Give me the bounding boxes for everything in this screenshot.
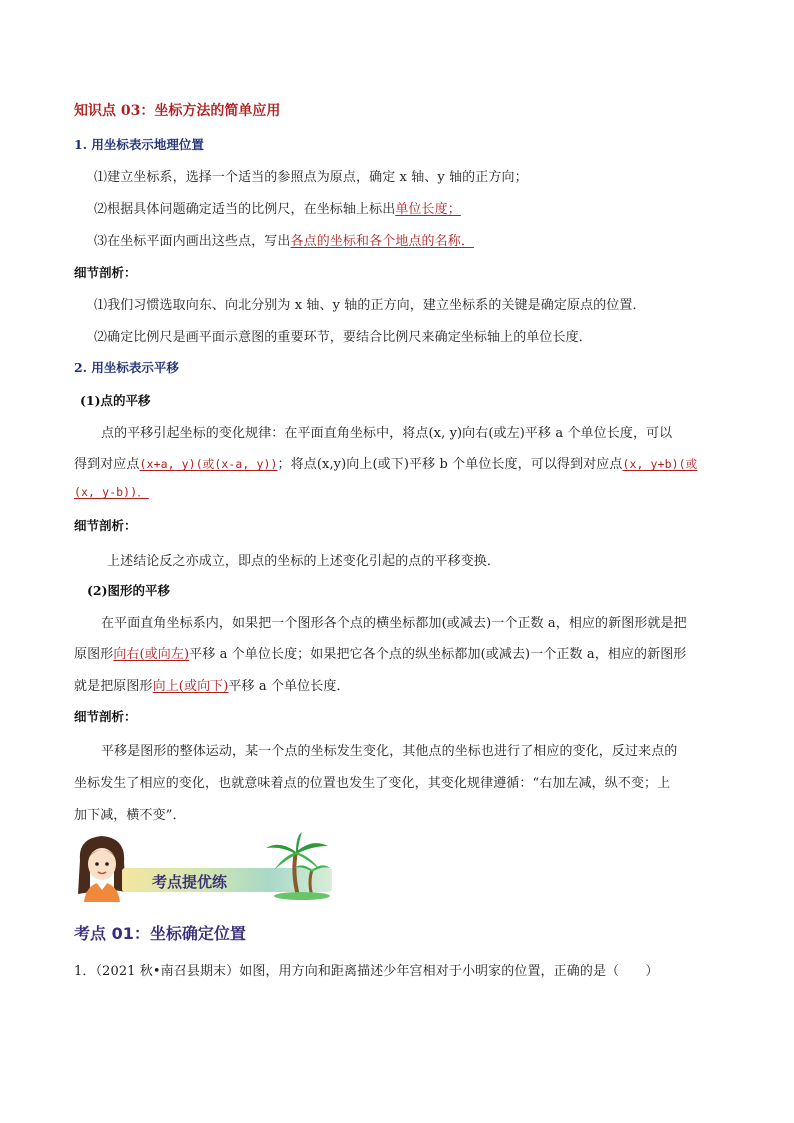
section2-title: 2. 用坐标表示平移 — [74, 360, 179, 375]
detail1-label: 细节剖析： — [74, 265, 137, 280]
s1-p3-answer: 各点的坐标和各个地点的名称． — [290, 234, 474, 249]
s1-paragraph-3 — [94, 230, 474, 249]
s2-point-l2-text: 得到对应点 — [74, 457, 140, 472]
s2-figure-l2-mid: 平移 a 个单位长度；如果把它各个点的纵坐标都加(或减去)一个正数 a，相应的新图形 — [189, 647, 687, 662]
detail2-paragraph: 上述结论反之亦成立，即点的坐标的上述变化引起的点的平移变换． — [107, 554, 501, 569]
section1-title: 1. 用坐标表示地理位置 — [74, 137, 204, 152]
s2-point-line-1: 点的平移引起坐标的变化规律：在平面直角坐标中，将点(x, y)向右(或左)平移 a 个单位长度，可以 — [101, 426, 673, 441]
banner-label: 考点提优练 — [152, 873, 228, 891]
kd01-title: 考点 01：坐标确定位置 — [74, 924, 246, 943]
s1-p3-text: ⑶在坐标平面内画出这些点，写出 — [94, 234, 291, 249]
s2-figure-answer-1: 向右(或向左) — [113, 647, 190, 662]
practice-banner — [70, 830, 332, 902]
s2-point-l2-mid: ；将点(x,y)向上(或下)平移 b 个单位长度，可以得到对应点 — [277, 457, 623, 472]
palm-tree-icon — [262, 830, 332, 900]
s2-point-line-3 — [74, 484, 149, 500]
s2-point-answer-3: (x, y-b))． — [74, 485, 149, 499]
s2-figure-line-2 — [74, 643, 686, 662]
s2-figure-l3-post: 平移 a 个单位长度． — [228, 679, 350, 694]
s2-subtitle-point: (1)点的平移 — [80, 393, 151, 408]
detail3-label: 细节剖析： — [74, 709, 137, 724]
s2-subtitle-figure: (2)图形的平移 — [87, 583, 171, 598]
s1-p2-text: ⑵根据具体问题确定适当的比例尺，在坐标轴上标出 — [94, 202, 396, 217]
detail3-line-1: 平移是图形的整体运动，某一个点的坐标发生变化，其他点的坐标也进行了相应的变化，反过来点的 — [101, 744, 678, 759]
kp03-title: 知识点 03：坐标方法的简单应用 — [74, 103, 281, 119]
s2-point-line-2 — [74, 453, 697, 472]
detail2-label: 细节剖析： — [74, 518, 137, 533]
s2-figure-l2-text: 原图形 — [74, 647, 114, 662]
detail1-paragraph-1: ⑴我们习惯选取向东、向北分别为 x 轴、y 轴的正方向，建立坐标系的关键是确定原点的位置． — [94, 298, 646, 313]
s2-figure-l3-text: 就是把原图形 — [74, 679, 153, 694]
s1-p2-answer: 单位长度； — [395, 202, 461, 217]
detail3-line-2: 坐标发生了相应的变化，也就意味着点的位置也发生了变化，其变化规律遵循：“右加左减，纵不变；上 — [74, 776, 671, 791]
detail3-line-3: 加下减，横不变”． — [74, 808, 186, 823]
s1-paragraph-1: ⑴建立坐标系，选择一个适当的参照点为原点，确定 x 轴、y 轴的正方向； — [94, 170, 528, 185]
s2-point-answer-2: (x, y+b)(或 — [622, 457, 698, 471]
question-1: 1．（2021 秋•南召县期末）如图，用方向和距离描述少年宫相对于小明家的位置，正确的是（ ） — [74, 964, 659, 979]
s2-figure-line-1: 在平面直角坐标系内，如果把一个图形各个点的横坐标都加(或减去)一个正数 a，相应的新图形就是把 — [101, 616, 687, 631]
s2-figure-line-3 — [74, 675, 350, 694]
s2-point-answer-1: (x+a, y)(或(x-a, y)) — [139, 457, 278, 471]
detail1-paragraph-2: ⑵确定比例尺是画平面示意图的重要环节，要结合比例尺来确定坐标轴上的单位长度． — [94, 330, 592, 345]
s2-figure-answer-2: 向上(或向下) — [152, 679, 229, 694]
s1-paragraph-2 — [94, 198, 461, 217]
